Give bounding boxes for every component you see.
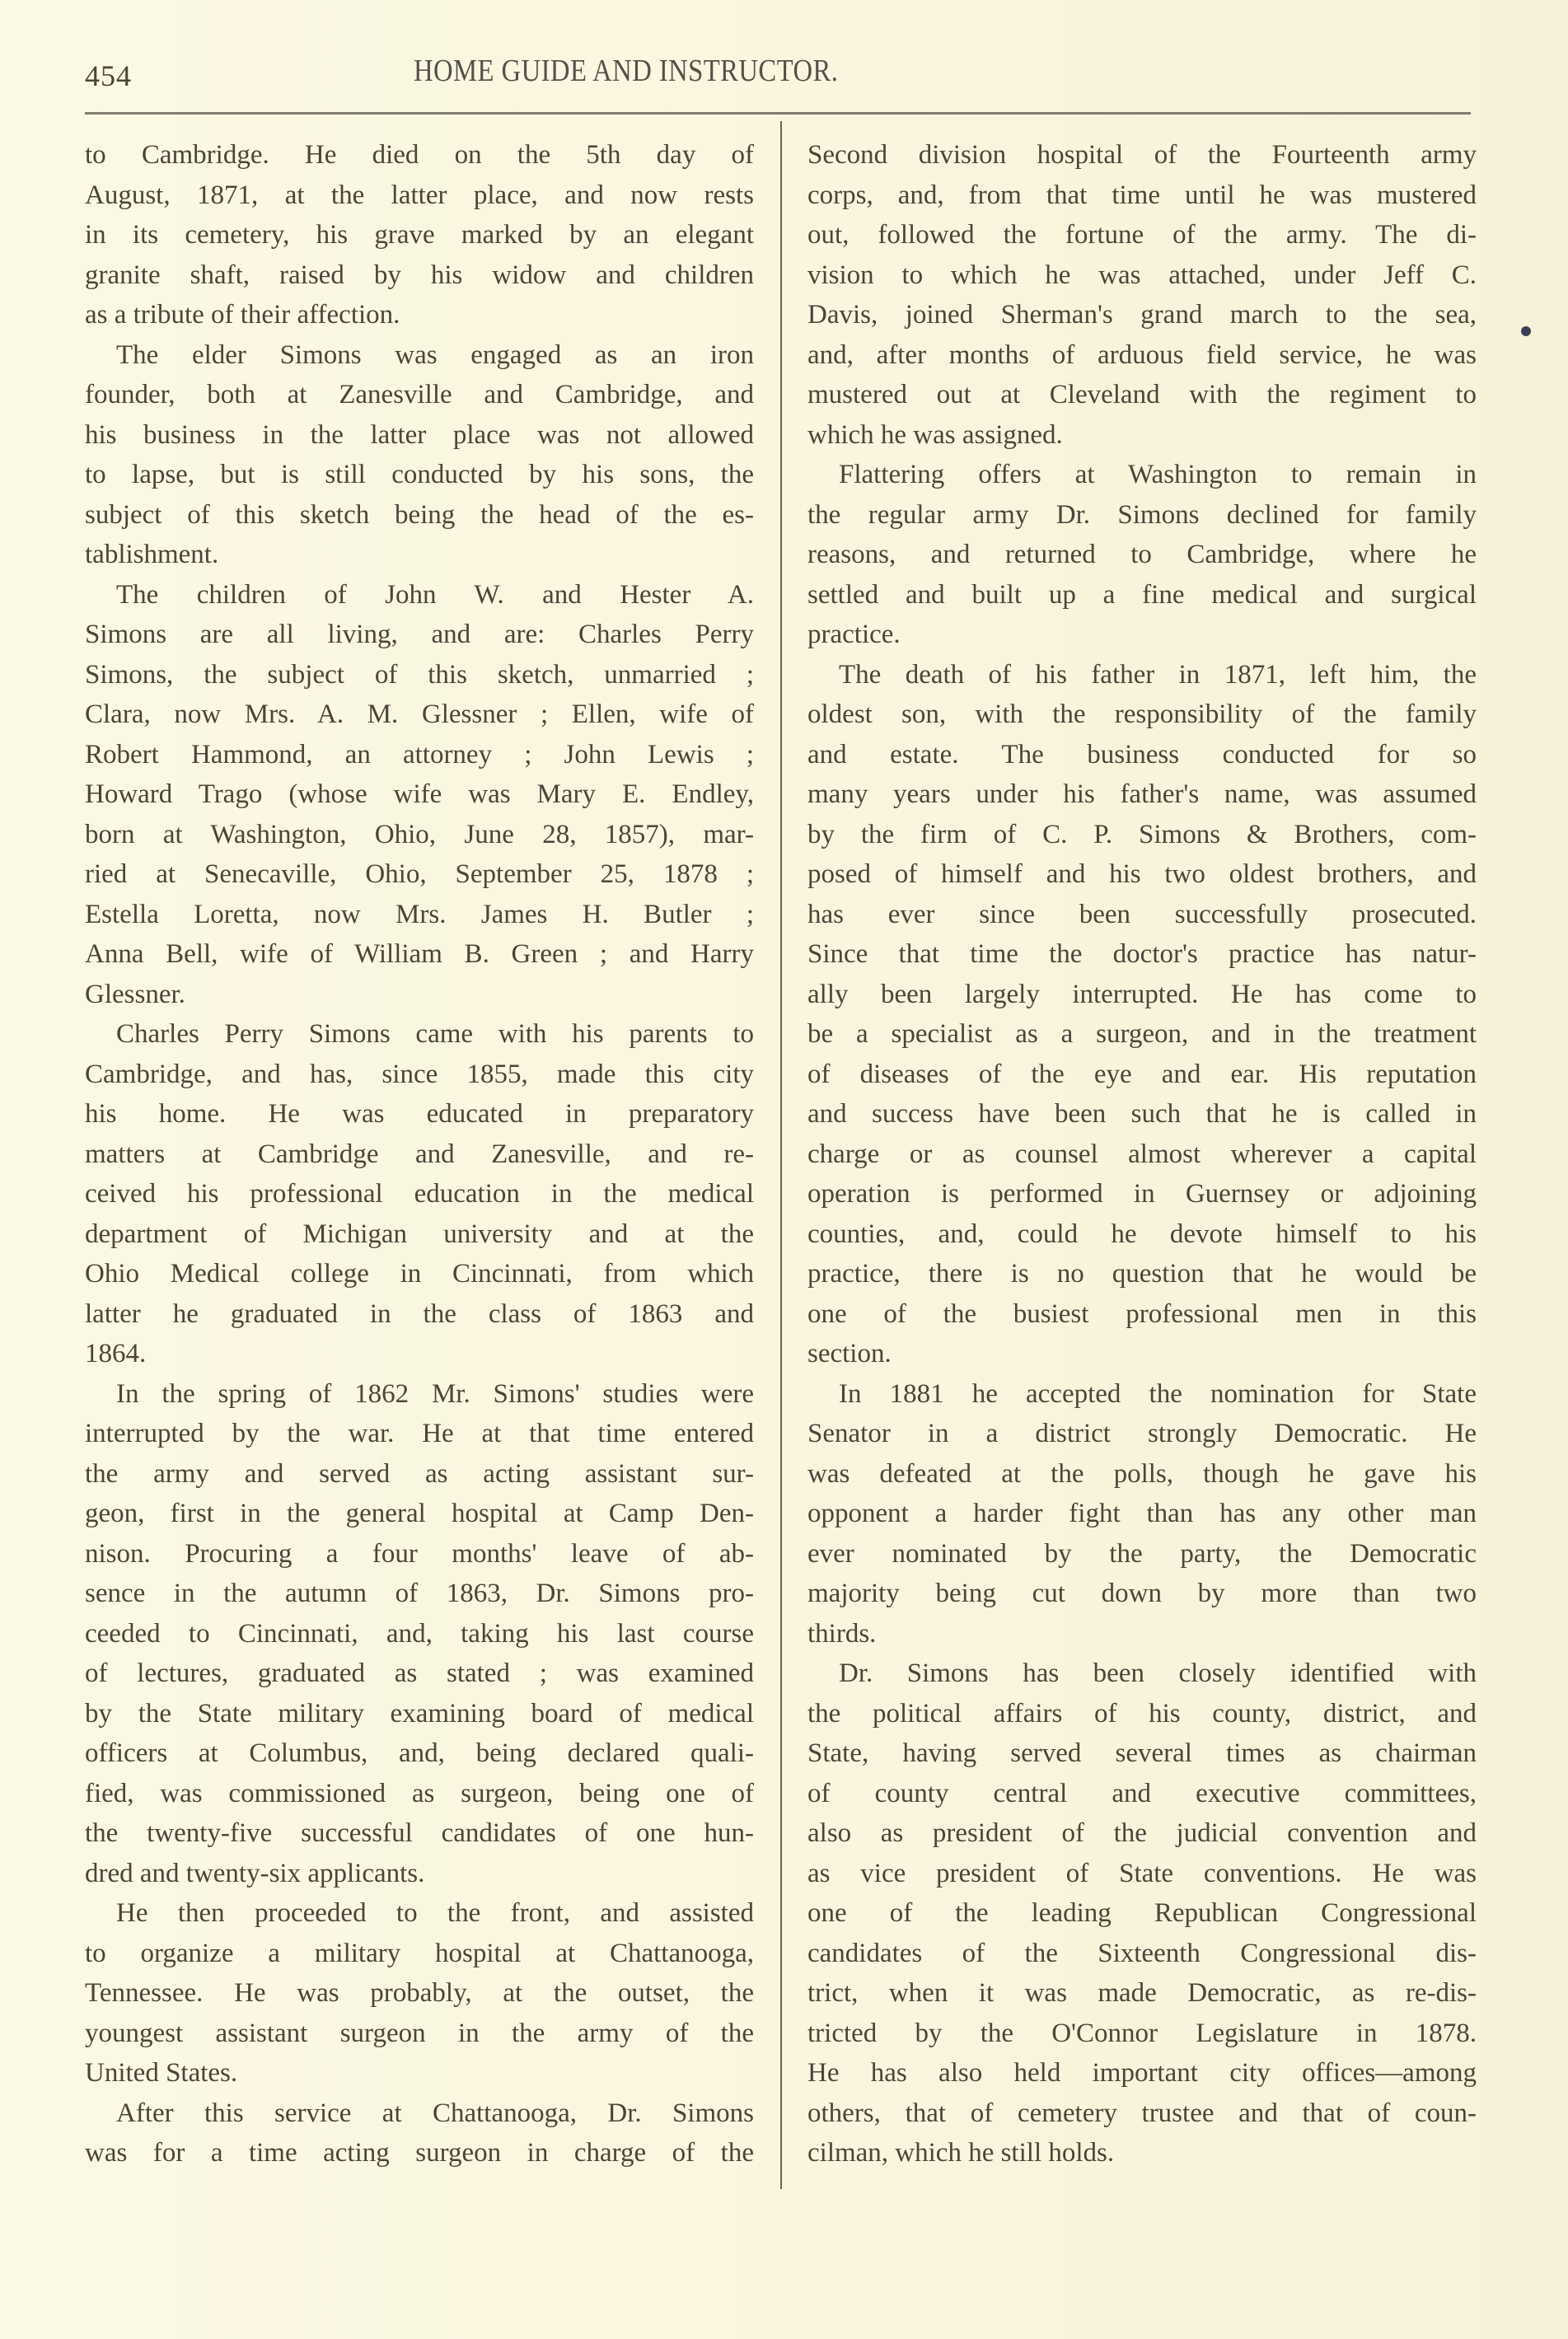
text-line: nison. Procuring a four months' leave of ab-	[85, 1538, 754, 1569]
text-line: the regular army Dr. Simons declined for family	[807, 499, 1477, 530]
column-divider	[780, 121, 782, 2189]
text-line: fied, was commissioned as surgeon, being one of	[85, 1778, 754, 1808]
text-line: sence in the autumn of 1863, Dr. Simons pro-	[85, 1579, 754, 1608]
text-line: oldest son, with the responsibility of the family	[807, 699, 1477, 729]
text-line: subject of this sketch being the head of the es-	[85, 499, 754, 530]
text-line: of county central and executive committees,	[807, 1778, 1477, 1808]
text-line: He then proceeded to the front, and assisted	[116, 1898, 754, 1928]
text-line: cilman, which he still holds.	[807, 2138, 1115, 2168]
text-line: to organize a military hospital at Chattanooga,	[85, 1938, 754, 1968]
text-line: Charles Perry Simons came with his parents to	[116, 1019, 754, 1049]
text-line: Senator in a district strongly Democratic. He	[807, 1419, 1477, 1448]
text-line: tablishment.	[85, 540, 219, 569]
text-line: Tennessee. He was probably, at the outset, the	[85, 1978, 754, 2008]
text-line: reasons, and returned to Cambridge, where he	[807, 540, 1477, 569]
text-line: ried at Senecaville, Ohio, September 25, 1878 ;	[85, 859, 754, 889]
text-line: In 1881 he accepted the nomination for State	[839, 1378, 1477, 1409]
text-line: and success have been such that he is called in	[807, 1099, 1477, 1129]
text-line: Simons, the subject of this sketch, unmarried ;	[85, 659, 754, 690]
text-line: by the State military examining board of medical	[85, 1698, 754, 1729]
text-line: also as president of the judicial convention and	[807, 1818, 1477, 1848]
text-line: posed of himself and his two oldest brothers, and	[807, 859, 1477, 889]
text-line: was for a time acting surgeon in charge of the	[85, 2138, 754, 2168]
text-line: out, followed the fortune of the army. The di-	[807, 220, 1477, 250]
text-line: majority being cut down by more than two	[807, 1579, 1477, 1608]
text-line: corps, and, from that time until he was mustered	[807, 180, 1477, 210]
text-line: officers at Columbus, and, being declared quali-	[85, 1738, 754, 1768]
text-line: Clara, now Mrs. A. M. Glessner ; Ellen, wife of	[85, 699, 754, 729]
text-line: Howard Trago (whose wife was Mary E. Endley,	[85, 779, 754, 809]
text-line: founder, both at Zanesville and Cambridge, and	[85, 380, 754, 409]
text-line: vision to which he was attached, under Jeff C.	[807, 260, 1477, 290]
text-line: Davis, joined Sherman's grand march to the sea,	[807, 300, 1477, 330]
text-line: Simons are all living, and are: Charles Perry	[85, 620, 754, 649]
text-line: practice, there is no question that he would be	[807, 1259, 1477, 1289]
text-line: Second division hospital of the Fourteenth army	[807, 140, 1477, 170]
text-line: The elder Simons was engaged as an iron	[116, 339, 754, 370]
text-line: the political affairs of his county, district, and	[807, 1698, 1477, 1729]
text-line: trict, when it was made Democratic, as re-dis-	[807, 1978, 1477, 2008]
text-line: Ohio Medical college in Cincinnati, from which	[85, 1259, 754, 1289]
text-line: practice.	[807, 620, 901, 649]
text-line: 1864.	[85, 1339, 147, 1368]
text-line: which he was assigned.	[807, 419, 1063, 450]
text-line: ally been largely interrupted. He has come to	[807, 979, 1477, 1009]
text-line: by the firm of C. P. Simons & Brothers, com-	[807, 819, 1477, 849]
text-line: dred and twenty-six applicants.	[85, 1858, 425, 1888]
text-line: mustered out at Cleveland with the regiment to	[807, 380, 1477, 409]
text-line: The children of John W. and Hester A.	[116, 579, 754, 610]
text-line: youngest assistant surgeon in the army of the	[85, 2018, 754, 2048]
text-line: State, having served several times as chairman	[807, 1738, 1477, 1768]
text-line: interrupted by the war. He at that time entered	[85, 1419, 754, 1448]
text-line: latter he graduated in the class of 1863 and	[85, 1298, 754, 1329]
text-line: After this service at Chattanooga, Dr. Simons	[116, 2098, 754, 2128]
text-line: Since that time the doctor's practice has natur-	[807, 939, 1477, 969]
text-line: to lapse, but is still conducted by his sons, the	[85, 460, 754, 489]
text-line: In the spring of 1862 Mr. Simons' studies were	[116, 1378, 754, 1409]
text-line: tricted by the O'Connor Legislature in 1878.	[807, 2018, 1477, 2048]
text-line: opponent a harder fight than has any other man	[807, 1499, 1477, 1528]
text-line: He has also held important city offices—among	[807, 2058, 1477, 2088]
text-line: operation is performed in Guernsey or adjoining	[807, 1179, 1477, 1209]
text-line: and estate. The business conducted for so	[807, 739, 1477, 770]
text-line: granite shaft, raised by his widow and children	[85, 260, 754, 290]
text-line: candidates of the Sixteenth Congressional dis-	[807, 1938, 1477, 1968]
margin-ink-dot	[1521, 326, 1531, 336]
text-line: born at Washington, Ohio, June 28, 1857), mar-	[85, 819, 754, 849]
text-line: Robert Hammond, an attorney ; John Lewis ;	[85, 739, 754, 770]
text-line: as vice president of State conventions. He was	[807, 1858, 1477, 1888]
text-line: be a specialist as a surgeon, and in the treatment	[807, 1019, 1477, 1049]
text-line: Flattering offers at Washington to remain in	[839, 460, 1477, 489]
text-line: ceived his professional education in the medical	[85, 1179, 754, 1209]
left-column	[85, 135, 754, 2173]
text-line: Anna Bell, wife of William B. Green ; and Harry	[85, 939, 754, 969]
text-line: ever nominated by the party, the Democratic	[807, 1538, 1477, 1569]
text-line: counties, and, could he devote himself to his	[807, 1219, 1477, 1249]
text-line: many years under his father's name, was assumed	[807, 779, 1477, 809]
header-rule	[85, 112, 1471, 115]
text-line: geon, first in the general hospital at Camp Den-	[85, 1499, 754, 1528]
text-line: Glessner.	[85, 979, 185, 1009]
text-line: Dr. Simons has been closely identified with	[839, 1658, 1477, 1688]
text-line: department of Michigan university and at the	[85, 1219, 754, 1249]
text-line: one of the leading Republican Congressional	[807, 1898, 1477, 1928]
text-line: matters at Cambridge and Zanesville, and re-	[85, 1139, 754, 1169]
text-line: and, after months of arduous field service, he was	[807, 339, 1477, 370]
text-line: was defeated at the polls, though he gave his	[807, 1458, 1477, 1489]
text-line: charge or as counsel almost wherever a capital	[807, 1139, 1477, 1169]
text-line: of lectures, graduated as stated ; was examined	[85, 1658, 754, 1688]
page-number: 454	[85, 59, 132, 92]
text-line: thirds.	[807, 1618, 877, 1649]
right-column	[807, 135, 1477, 2173]
text-line: the army and served as acting assistant sur-	[85, 1458, 754, 1489]
text-line: section.	[807, 1339, 892, 1368]
text-line: August, 1871, at the latter place, and now rests	[85, 180, 754, 210]
text-line: Estella Loretta, now Mrs. James H. Butler ;	[85, 899, 754, 929]
text-line: has ever since been successfully prosecuted.	[807, 899, 1477, 929]
text-line: his home. He was educated in preparatory	[85, 1099, 754, 1129]
running-title: HOME GUIDE AND INSTRUCTOR.	[414, 54, 839, 88]
text-line: ceeded to Cincinnati, and, taking his last course	[85, 1618, 754, 1649]
text-line: United States.	[85, 2058, 238, 2088]
text-line: in its cemetery, his grave marked by an elegant	[85, 220, 754, 250]
text-line: to Cambridge. He died on the 5th day of	[85, 140, 754, 170]
text-line: of diseases of the eye and ear. His reputation	[807, 1059, 1477, 1089]
text-line: settled and built up a fine medical and surgical	[807, 579, 1477, 610]
text-line: others, that of cemetery trustee and that of coun-	[807, 2098, 1477, 2128]
text-line: Cambridge, and has, since 1855, made this city	[85, 1059, 754, 1089]
text-line: the twenty-five successful candidates of one hun-	[85, 1818, 754, 1848]
text-line: The death of his father in 1871, left him, the	[839, 659, 1477, 690]
text-line: as a tribute of their affection.	[85, 300, 400, 330]
text-line: one of the busiest professional men in this	[807, 1298, 1477, 1329]
text-line: his business in the latter place was not allowed	[85, 419, 754, 450]
